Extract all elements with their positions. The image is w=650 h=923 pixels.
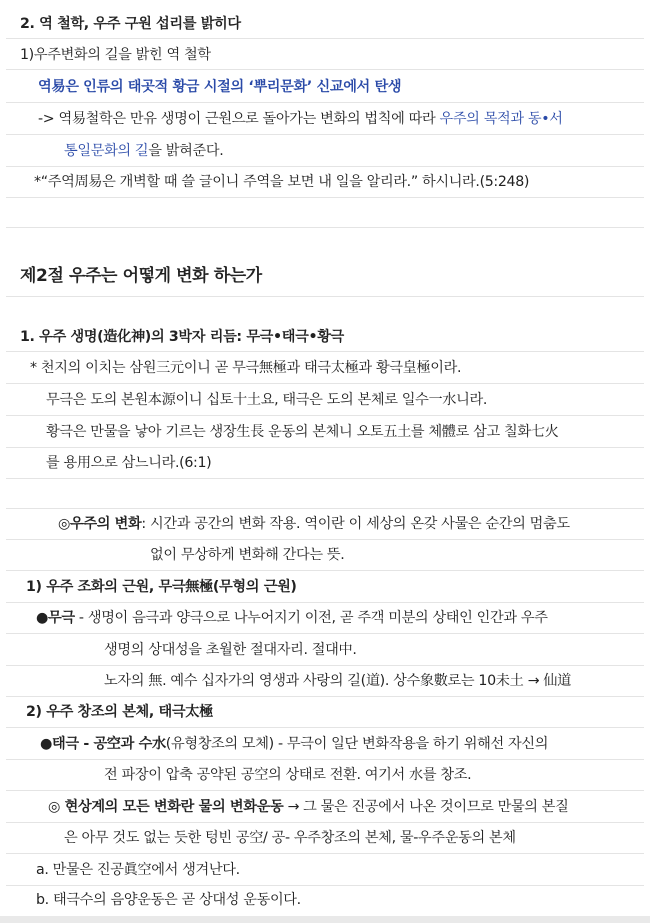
row-divider	[6, 134, 644, 135]
emphasis-text: → 그 물은 진공에서 나온 것이므로 만물의 본질	[283, 799, 569, 815]
quote: *“주역周易은 개벽할 때 쓸 글이니 주역을 보면 내 일을 알리라.” 하시니라.(5:248)	[34, 174, 530, 190]
row-divider	[6, 790, 644, 791]
row-divider	[6, 727, 644, 728]
row-divider	[6, 885, 644, 886]
row-divider	[6, 197, 644, 198]
arrow-line	[38, 109, 563, 129]
arrow-text: -> 역易철학은 만유 생명이 근원으로 돌아가는 변화의 법칙에 따라	[38, 111, 440, 127]
origin-statement: 역易은 인류의 태곳적 황금 시절의 ‘뿌리문화’ 신교에서 탄생	[38, 79, 402, 95]
chapter-title: 제2절 우주는 어떻게 변화 하는가	[20, 266, 262, 286]
list-item: b. 태극수의 음양운동은 곧 상대성 운동이다.	[36, 892, 301, 908]
row-divider	[6, 478, 644, 479]
bullet-text: - 생명이 음극과 양극으로 나누어지기 이전, 곧 주객 미분의 상태인 인간과 우주	[74, 610, 548, 626]
row-divider	[6, 415, 644, 416]
emphasis-term: ◎ 현상계의 모든 변화란 물의 변화운동	[48, 799, 284, 815]
arrow-emphasis-2: 통일문화의 길	[64, 143, 149, 159]
bullet-term: ●태극 - 공空과 수水	[40, 736, 166, 752]
page-footer-bar	[0, 916, 650, 923]
bullet-text-cont: 노자의 無. 예수 십자가의 영생과 사랑의 길(道). 상수象數로는 10未土 → 仙道	[104, 673, 571, 689]
row-divider	[6, 166, 644, 167]
bullet-line	[36, 608, 548, 628]
emphasis-text-cont: 은 아무 것도 없는 듯한 텅빈 공空/ 공- 우주창조의 본체, 물-우주운동의 본체	[64, 830, 516, 846]
definition-line	[58, 514, 570, 534]
arrow-emphasis: 우주의 목적과 동•서	[439, 111, 563, 127]
arrow-line-cont	[64, 141, 223, 161]
row-divider	[6, 69, 644, 70]
bullet-text-cont: 전 파장이 압축 공약된 공空의 상태로 전환. 여기서 水를 창조.	[104, 767, 472, 783]
row-divider	[6, 447, 644, 448]
definition-text: : 시간과 공간의 변화 작용. 역이란 이 세상의 온갖 사물은 순간의 멈춤도	[141, 516, 570, 532]
subsection-heading: 2) 우주 창조의 본체, 태극太極	[26, 704, 213, 720]
row-divider	[6, 696, 644, 697]
paragraph: 를 용用으로 삼느니라.(6:1)	[46, 455, 212, 471]
section-heading-2: 1. 우주 생명(造化神)의 3박자 리듬: 무극•태극•황극	[20, 329, 344, 345]
bullet-text: (유형창조의 모체) - 무극이 일단 변화작용을 하기 위해선 자신의	[165, 736, 549, 752]
row-divider	[6, 539, 644, 540]
bullet-term: ●무극	[36, 610, 75, 626]
row-divider	[6, 570, 644, 571]
row-divider	[6, 602, 644, 603]
row-divider	[6, 665, 644, 666]
row-divider	[6, 822, 644, 823]
arrow-text-2: 을 밝혀준다.	[148, 143, 224, 159]
row-divider	[6, 508, 644, 509]
bullet-line	[40, 734, 548, 754]
definition-text-cont: 없이 무상하게 변화해 간다는 뜻.	[150, 547, 345, 563]
emphasis-line	[48, 797, 569, 817]
row-divider	[6, 351, 644, 352]
row-divider	[6, 38, 644, 39]
paragraph: * 천지의 이치는 삼원三元이니 곧 무극無極과 태극太極과 황극皇極이라.	[30, 360, 462, 376]
paragraph: 황극은 만물을 낳아 기르는 생장生長 운동의 본체니 오토五土를 체體로 삼고 칠화七火	[46, 424, 559, 440]
paragraph: 무극은 도의 본원本源이니 십토十土요, 태극은 도의 본체로 일수一水니라.	[46, 392, 487, 408]
row-divider	[6, 759, 644, 760]
row-divider	[6, 383, 644, 384]
section-heading: 2. 역 철학, 우주 구원 섭리를 밝히다	[20, 16, 241, 32]
subheading: 1)우주변화의 길을 밝힌 역 철학	[20, 47, 211, 63]
row-divider	[6, 102, 644, 103]
subsection-heading: 1) 우주 조화의 근원, 무극無極(무형의 근원)	[26, 579, 297, 595]
list-item: a. 만물은 진공眞空에서 생겨난다.	[36, 862, 240, 878]
row-divider	[6, 633, 644, 634]
row-divider	[6, 296, 644, 297]
row-divider	[6, 227, 644, 228]
definition-term: ◎우주의 변화	[58, 516, 142, 532]
bullet-text-cont: 생명의 상대성을 초월한 절대자리. 절대中.	[104, 642, 357, 658]
row-divider	[6, 853, 644, 854]
